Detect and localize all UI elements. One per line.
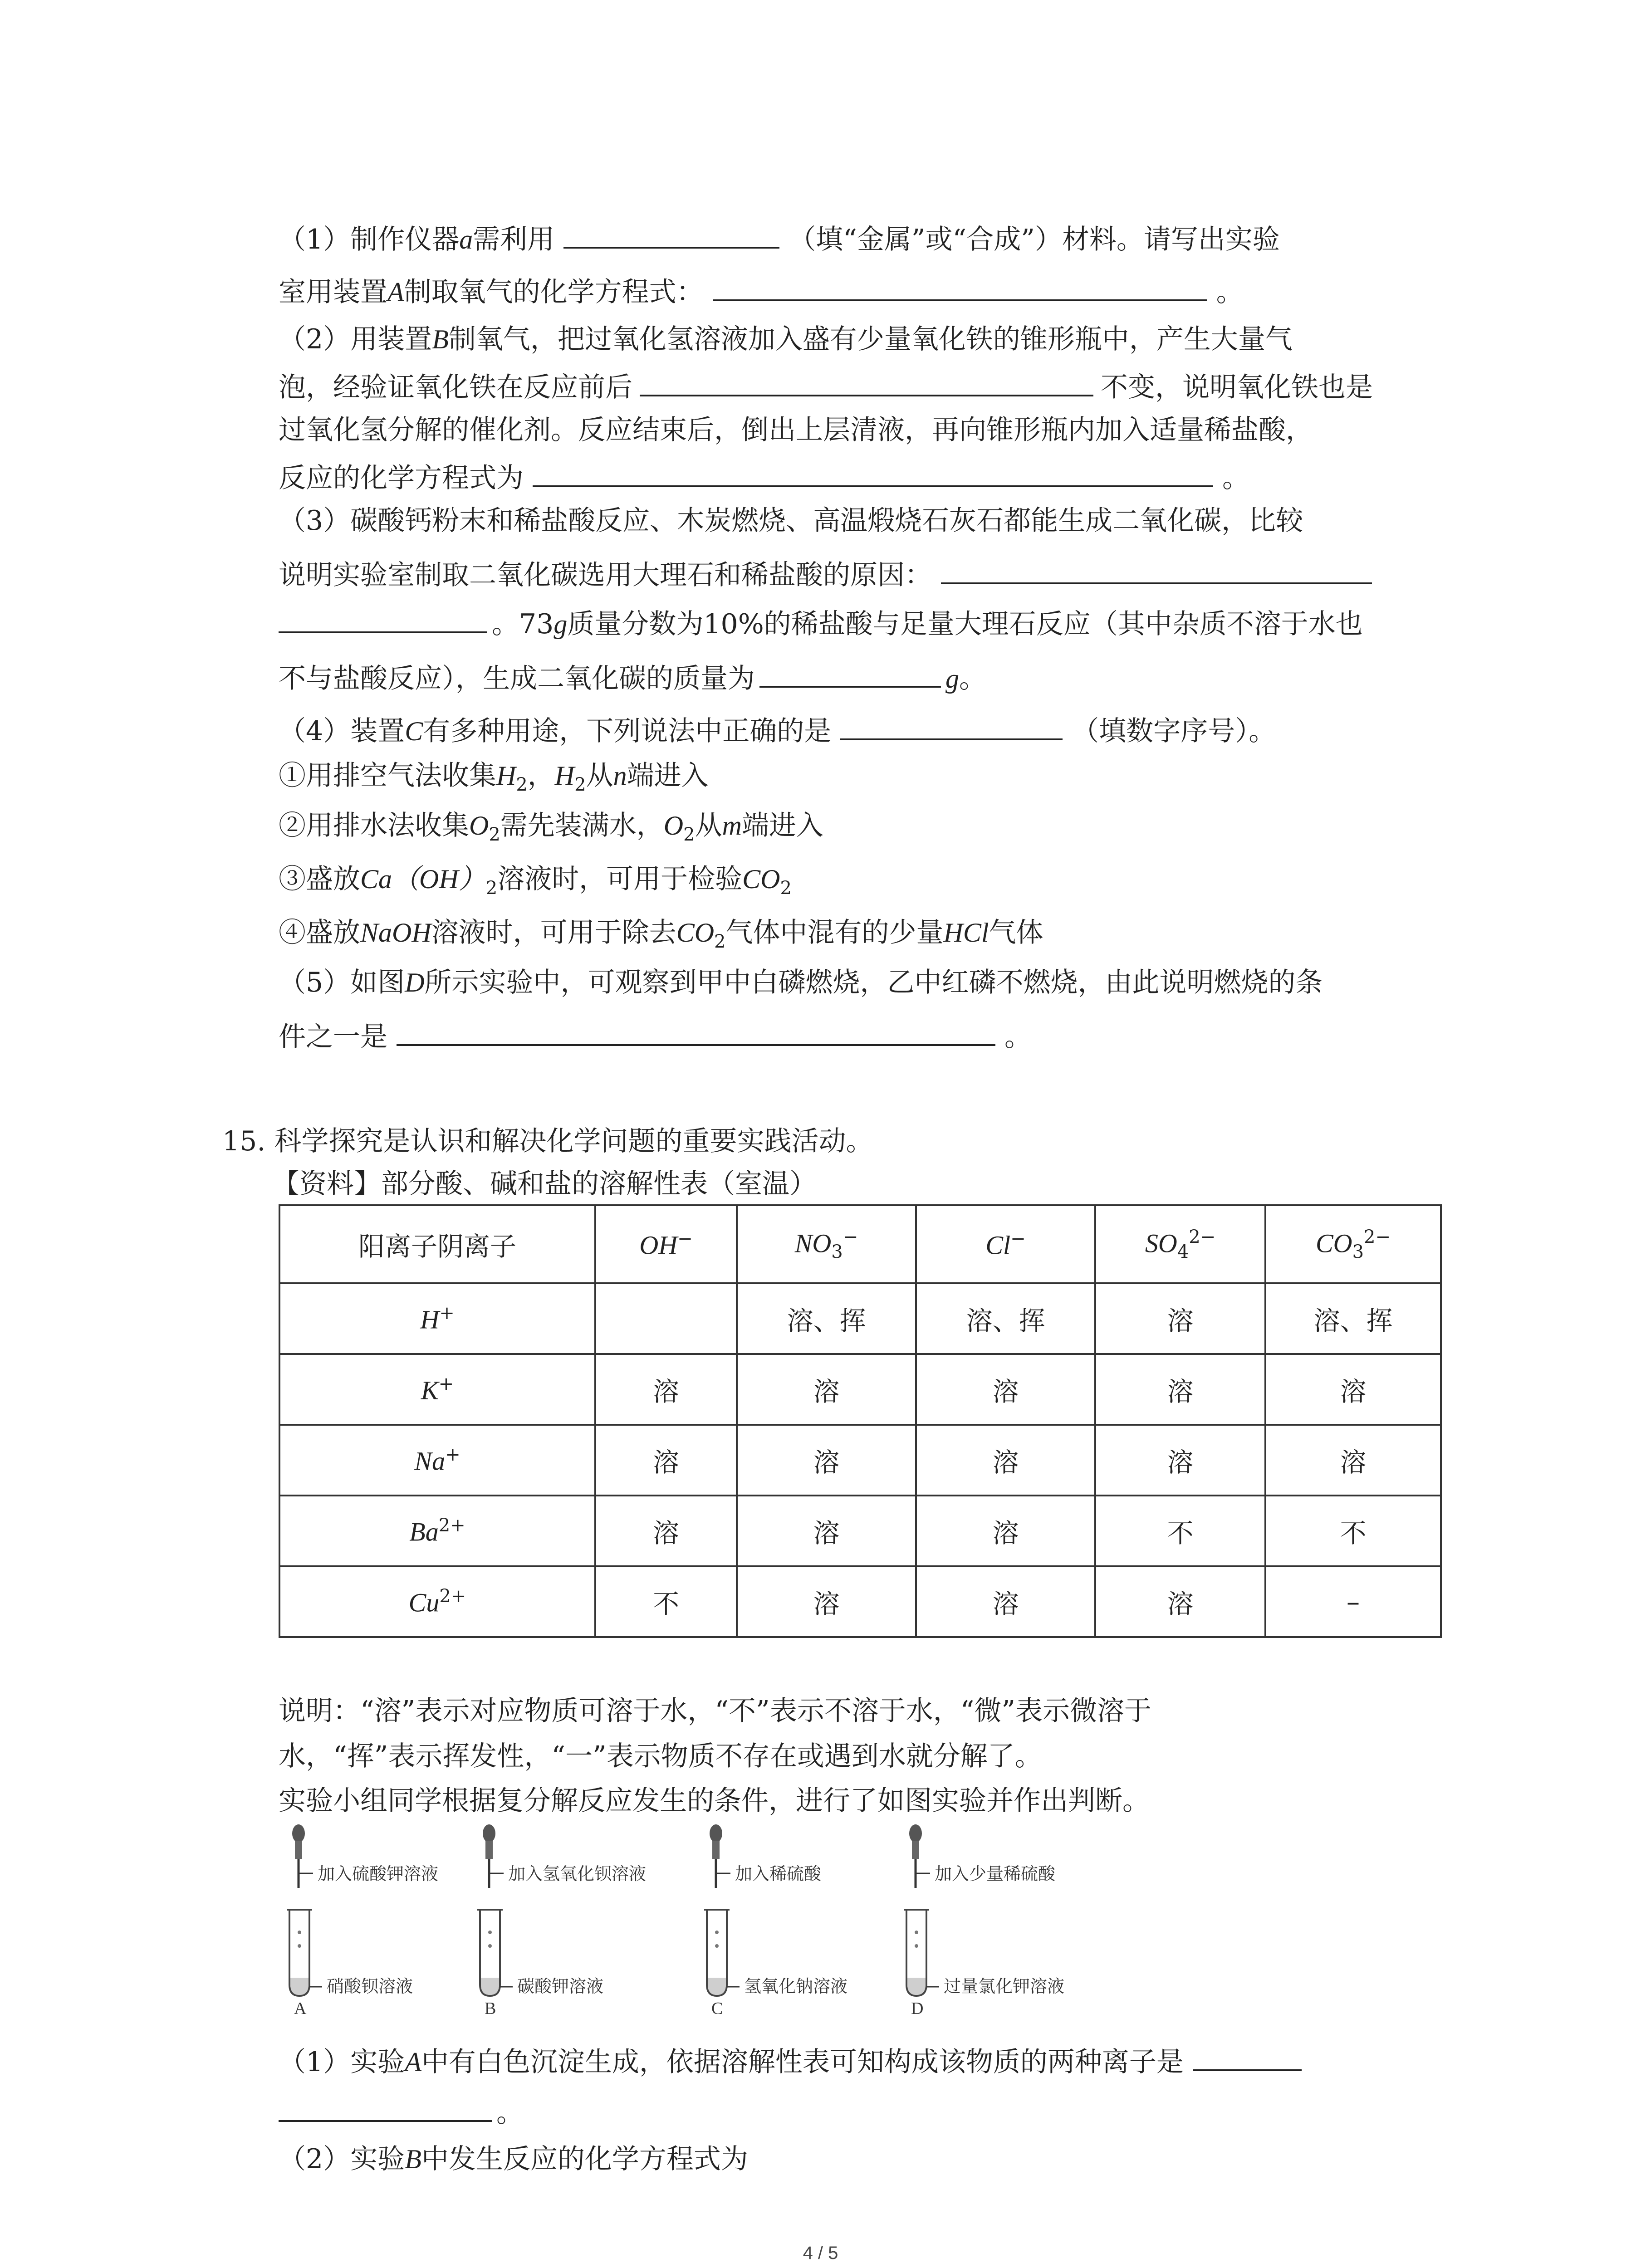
q14-p3-line4: 不与盐酸反应），生成二氧化碳的质量为 g。	[279, 658, 986, 697]
answer-blank-ions[interactable]	[1193, 2041, 1302, 2071]
table-cell: 溶、挥	[1265, 1283, 1441, 1354]
cation-header: Na+	[279, 1425, 595, 1496]
table-cell: 溶	[916, 1425, 1095, 1496]
reagent-label-top: 加入稀硫酸	[735, 1864, 822, 1884]
test-tube-icon	[477, 1910, 513, 1996]
reagent-label-top: 加入硫酸钾溶液	[318, 1864, 439, 1884]
reagent-label-top: 加入氢氧化钡溶液	[508, 1864, 647, 1884]
q15-note-line1: 说明：“溶”表示对应物质可溶于水，“不”表示不溶于水，“微”表示微溶于	[279, 1695, 1152, 1727]
answer-blank-co2-mass[interactable]	[759, 658, 941, 688]
q14-option-1: ①用排空气法收集$H_2$，$H_2$从n端进入	[279, 760, 709, 795]
table-cell: 溶	[1095, 1283, 1265, 1354]
cation-header: $Ba^{2+}$	[279, 1496, 595, 1566]
q15-s1-line1: （1）实验A中有白色沉淀生成，依据溶解性表可知构成该物质的两种离子是	[279, 2041, 1302, 2080]
table-row	[279, 1425, 1441, 1496]
anion-header: $NO_3^-$	[737, 1205, 916, 1283]
answer-blank-reason[interactable]	[941, 554, 1372, 584]
dropper-icon	[292, 1824, 313, 1888]
table-row	[279, 1354, 1441, 1425]
table-cell: 溶	[916, 1566, 1095, 1637]
answer-blank-unchanged[interactable]	[640, 367, 1093, 396]
q14-p3-line1: （3）碳酸钙粉末和稀盐酸反应、木炭燃烧、高温煅烧石灰石都能生成二氧化碳，比较	[279, 505, 1303, 537]
experiment-a	[287, 1824, 438, 2014]
table-cell: 溶	[737, 1496, 916, 1566]
reagent-label-bottom: 氢氧化钠溶液	[744, 1976, 848, 1996]
solubility-table	[279, 1204, 1442, 1638]
table-header-row	[279, 1205, 1441, 1283]
anion-header: OH−	[595, 1205, 737, 1283]
answer-blank-ions-cont[interactable]	[279, 2092, 492, 2122]
q14-p2-line1: （2）用装置B制氧气，把过氧化氢溶液加入盛有少量氧化铁的锥形瓶中，产生大量气	[279, 323, 1293, 355]
q14-p3-line3: 。73g质量分数为10%的稀盐酸与足量大理石反应（其中杂质不溶于水也	[279, 603, 1363, 642]
experiment-d	[904, 1824, 1064, 2014]
cation-header: H+	[279, 1283, 595, 1354]
table-cell: 溶	[595, 1496, 737, 1566]
table-cell: 溶	[737, 1354, 916, 1425]
q14-p2-line2: 泡，经验证氧化铁在反应前后 不变，说明氧化铁也是	[279, 367, 1373, 406]
dropper-icon	[483, 1824, 504, 1888]
answer-blank-material[interactable]	[563, 219, 779, 249]
table-corner-cell: 阳离子阴离子	[279, 1205, 595, 1283]
q14-option-3: ③盛放$Ca(OH)_2$溶液时，可用于检验$CO_2$	[279, 863, 792, 899]
table-cell: 溶	[1265, 1425, 1441, 1496]
q14-p2-line4: 反应的化学方程式为 。	[279, 457, 1249, 496]
q15-intro: 实验小组同学根据复分解反应发生的条件，进行了如图实验并作出判断。	[279, 1785, 1150, 1817]
anion-header: $CO_3^{2-}$	[1265, 1205, 1441, 1283]
page-number: 4 / 5	[803, 2243, 838, 2263]
experiment-b	[477, 1824, 646, 2014]
dropper-icon	[710, 1824, 730, 1888]
q15-title: 15. 科学探究是认识和解决化学问题的重要实践活动。	[222, 1125, 873, 1157]
q14-p1-line1: （1）制作仪器a需利用 （填“金属”或“合成”）材料。请写出实验	[279, 219, 1280, 258]
reagent-label-bottom: 过量氯化钾溶液	[944, 1976, 1065, 1996]
q14-p5-line1: （5）如图D所示实验中，可观察到甲中白磷燃烧，乙中红磷不燃烧，由此说明燃烧的条	[279, 967, 1323, 998]
test-tube-icon	[287, 1910, 322, 1996]
experiment-letter: C	[711, 1999, 723, 2014]
table-row	[279, 1566, 1441, 1637]
reagent-label-top: 加入少量稀硫酸	[935, 1864, 1056, 1884]
answer-blank-combustion-condition[interactable]	[397, 1016, 995, 1046]
q15-note-line2: 水，“挥”表示挥发性，“一”表示物质不存在或遇到水就分解了。	[279, 1740, 1042, 1772]
cation-header: $Cu^{2+}$	[279, 1566, 595, 1637]
dropper-icon	[909, 1824, 930, 1888]
q14-p1-line2: 室用装置A制取氧气的化学方程式： 。	[279, 271, 1244, 310]
reagent-label-bottom: 硝酸钡溶液	[327, 1976, 413, 1996]
anion-header: Cl−	[916, 1205, 1095, 1283]
q15-s1-line2: 。	[279, 2092, 524, 2131]
table-cell: 溶、挥	[916, 1283, 1095, 1354]
test-tube-icon	[704, 1910, 740, 1996]
table-cell: 溶	[1095, 1354, 1265, 1425]
q14-p4-line1: （4）装置C有多种用途，下列说法中正确的是 （填数字序号）。	[279, 710, 1276, 749]
table-cell: 溶	[595, 1425, 737, 1496]
table-cell: 不	[595, 1566, 737, 1637]
table-row	[279, 1283, 1441, 1354]
table-cell: 溶	[595, 1354, 737, 1425]
answer-blank-oxygen-equation[interactable]	[713, 271, 1207, 301]
table-cell: 溶	[916, 1496, 1095, 1566]
table-cell: 溶	[1095, 1425, 1265, 1496]
table-cell: –	[1265, 1566, 1441, 1637]
cation-header: K+	[279, 1354, 595, 1425]
experiment-letter: B	[485, 1999, 496, 2014]
q15-reference: 【资料】部分酸、碱和盐的溶解性表（室温）	[272, 1168, 817, 1200]
table-cell: 溶	[737, 1566, 916, 1637]
table-cell: 不	[1265, 1496, 1441, 1566]
experiment-letter: D	[911, 1999, 924, 2014]
q14-p3-line2: 说明实验室制取二氧化碳选用大理石和稀盐酸的原因：	[279, 554, 1372, 593]
table-cell	[595, 1283, 737, 1354]
answer-blank-reason-cont[interactable]	[279, 603, 487, 633]
table-cell: 溶、挥	[737, 1283, 916, 1354]
test-tube-icon	[904, 1910, 939, 1996]
q14-p2-line3: 过氧化氢分解的催化剂。反应结束后，倒出上层清液，再向锥形瓶内加入适量稀盐酸，	[279, 414, 1313, 446]
answer-blank-option-numbers[interactable]	[840, 710, 1063, 740]
q14-option-4: ④盛放NaOH溶液时，可用于除去$CO_2$气体中混有的少量HCl气体	[279, 917, 1043, 952]
experiment-c	[704, 1824, 847, 2014]
experiment-letter: A	[294, 1999, 307, 2014]
table-row	[279, 1496, 1441, 1566]
q15-s2-line1: （2）实验B中发生反应的化学方程式为	[279, 2143, 748, 2175]
table-cell: 溶	[737, 1425, 916, 1496]
experiment-figure	[272, 1823, 1406, 2014]
table-cell: 溶	[1095, 1566, 1265, 1637]
anion-header: $SO_4^{2-}$	[1095, 1205, 1265, 1283]
table-cell: 不	[1095, 1496, 1265, 1566]
reagent-label-bottom: 碳酸钾溶液	[517, 1976, 604, 1996]
table-cell: 溶	[916, 1354, 1095, 1425]
answer-blank-acid-equation[interactable]	[533, 457, 1213, 487]
table-cell: 溶	[1265, 1354, 1441, 1425]
q14-p5-line2: 件之一是 。	[279, 1016, 1032, 1055]
q14-option-2: ②用排水法收集$O_2$需先装满水，$O_2$从m端进入	[279, 810, 823, 845]
